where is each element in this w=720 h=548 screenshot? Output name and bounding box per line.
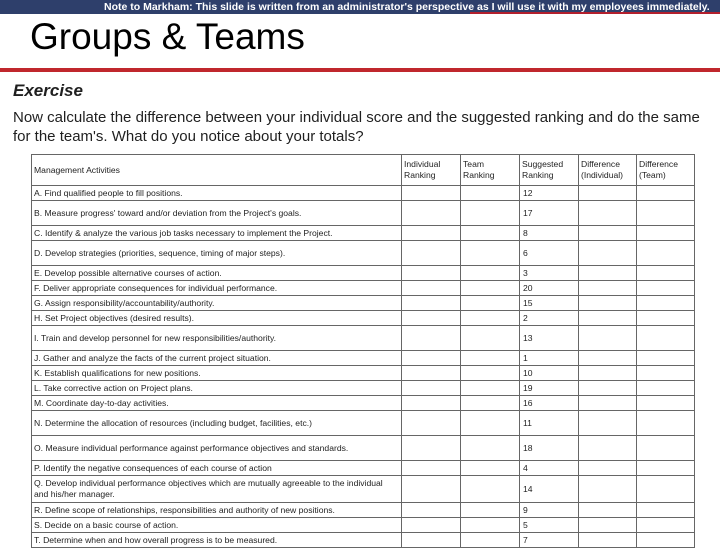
difference-individual-cell [579,186,637,201]
difference-individual-cell [579,326,637,351]
difference-team-cell [637,186,695,201]
individual-ranking-cell [402,186,461,201]
table-row [32,503,695,518]
individual-ranking-cell [402,366,461,381]
difference-team-cell [637,366,695,381]
difference-team-cell [637,396,695,411]
activity-cell: R. Define scope of relationships, responsibilities and authority of new positions. [32,503,402,518]
difference-individual-cell [579,476,637,503]
team-ranking-cell [461,281,520,296]
suggested-ranking-cell: 15 [520,296,579,311]
difference-individual-cell [579,266,637,281]
table-row [32,201,695,226]
difference-team-cell [637,351,695,366]
activity-cell: C. Identify & analyze the various job tasks necessary to implement the Project. [32,226,402,241]
team-ranking-cell [461,296,520,311]
table-row [32,461,695,476]
table-row [32,266,695,281]
suggested-ranking-cell: 2 [520,311,579,326]
team-ranking-cell [461,411,520,436]
suggested-ranking-cell: 9 [520,503,579,518]
difference-individual-cell [579,296,637,311]
individual-ranking-cell [402,226,461,241]
team-ranking-cell [461,266,520,281]
activity-cell: N. Determine the allocation of resources (including budget, facilities, etc.) [32,411,402,436]
individual-ranking-cell [402,201,461,226]
activity-cell: A. Find qualified people to fill positions. [32,186,402,201]
activity-cell: T. Determine when and how overall progress is to be measured. [32,533,402,548]
header-team-ranking: Team Ranking [461,155,520,186]
team-ranking-cell [461,201,520,226]
team-ranking-cell [461,241,520,266]
difference-individual-cell [579,201,637,226]
suggested-ranking-cell: 19 [520,381,579,396]
difference-individual-cell [579,396,637,411]
team-ranking-cell [461,476,520,503]
activity-cell: H. Set Project objectives (desired results). [32,311,402,326]
difference-individual-cell [579,518,637,533]
difference-team-cell [637,201,695,226]
team-ranking-cell [461,518,520,533]
presenter-note: Note to Markham: This slide is written from an administrator's perspective as I will use it with my employees immediately. [104,1,710,13]
activity-cell: Q. Develop individual performance objectives which are mutually agreeable to the individual and his/her manager. [32,476,402,503]
suggested-ranking-cell: 8 [520,226,579,241]
difference-team-cell [637,503,695,518]
individual-ranking-cell [402,503,461,518]
activity-cell: S. Decide on a basic course of action. [32,518,402,533]
difference-team-cell [637,518,695,533]
table-row [32,226,695,241]
individual-ranking-cell [402,296,461,311]
activity-cell: D. Develop strategies (priorities, sequence, timing of major steps). [32,241,402,266]
instructions-text: Now calculate the difference between your individual score and the suggested ranking and do the same for the team's. What do you notice about your totals? [13,109,700,145]
table-row [32,533,695,548]
suggested-ranking-cell: 18 [520,436,579,461]
difference-individual-cell [579,503,637,518]
suggested-ranking-cell: 7 [520,533,579,548]
accent-line [0,68,720,72]
difference-individual-cell [579,533,637,548]
table-row [32,326,695,351]
table-row [32,281,695,296]
difference-individual-cell [579,351,637,366]
difference-individual-cell [579,241,637,266]
table-row [32,311,695,326]
activity-cell: O. Measure individual performance against performance objectives and standards. [32,436,402,461]
activity-cell: L. Take corrective action on Project plans. [32,381,402,396]
difference-team-cell [637,411,695,436]
suggested-ranking-cell: 11 [520,411,579,436]
activity-cell: P. Identify the negative consequences of each course of action [32,461,402,476]
individual-ranking-cell [402,411,461,436]
team-ranking-cell [461,436,520,461]
table-row [32,351,695,366]
suggested-ranking-cell: 1 [520,351,579,366]
activity-cell: E. Develop possible alternative courses of action. [32,266,402,281]
table-row [32,411,695,436]
individual-ranking-cell [402,266,461,281]
individual-ranking-cell [402,461,461,476]
team-ranking-cell [461,351,520,366]
difference-individual-cell [579,381,637,396]
activity-cell: K. Establish qualifications for new positions. [32,366,402,381]
header-individual-ranking: Individual Ranking [402,155,461,186]
activity-cell: M. Coordinate day-to-day activities. [32,396,402,411]
suggested-ranking-cell: 5 [520,518,579,533]
difference-individual-cell [579,461,637,476]
difference-team-cell [637,226,695,241]
individual-ranking-cell [402,518,461,533]
table-row [32,396,695,411]
suggested-ranking-cell: 3 [520,266,579,281]
team-ranking-cell [461,366,520,381]
activity-cell: F. Deliver appropriate consequences for individual performance. [32,281,402,296]
header-difference-individual: Difference (Individual) [579,155,637,186]
suggested-ranking-cell: 13 [520,326,579,351]
table-row [32,381,695,396]
individual-ranking-cell [402,311,461,326]
difference-individual-cell [579,281,637,296]
team-ranking-cell [461,533,520,548]
header-suggested-ranking: Suggested Ranking [520,155,579,186]
individual-ranking-cell [402,326,461,351]
header-difference-team: Difference (Team) [637,155,695,186]
suggested-ranking-cell: 4 [520,461,579,476]
difference-team-cell [637,311,695,326]
difference-team-cell [637,476,695,503]
table-row [32,476,695,503]
suggested-ranking-cell: 14 [520,476,579,503]
suggested-ranking-cell: 10 [520,366,579,381]
page-title: Groups & Teams [30,16,305,57]
difference-team-cell [637,533,695,548]
table-row [32,241,695,266]
table-row [32,436,695,461]
difference-individual-cell [579,311,637,326]
difference-team-cell [637,241,695,266]
individual-ranking-cell [402,241,461,266]
team-ranking-cell [461,396,520,411]
suggested-ranking-cell: 6 [520,241,579,266]
difference-team-cell [637,266,695,281]
team-ranking-cell [461,326,520,351]
activities-table [31,154,695,548]
difference-individual-cell [579,411,637,436]
activity-cell: I. Train and develop personnel for new responsibilities/authority. [32,326,402,351]
individual-ranking-cell [402,281,461,296]
table-row [32,518,695,533]
difference-team-cell [637,461,695,476]
individual-ranking-cell [402,381,461,396]
table-row [32,366,695,381]
difference-individual-cell [579,366,637,381]
team-ranking-cell [461,226,520,241]
table-row [32,296,695,311]
difference-team-cell [637,296,695,311]
team-ranking-cell [461,503,520,518]
suggested-ranking-cell: 17 [520,201,579,226]
individual-ranking-cell [402,533,461,548]
team-ranking-cell [461,461,520,476]
difference-individual-cell [579,226,637,241]
table-header-row [32,155,695,186]
table-row [32,186,695,201]
suggested-ranking-cell: 16 [520,396,579,411]
header-activities: Management Activities [32,155,402,186]
team-ranking-cell [461,381,520,396]
individual-ranking-cell [402,476,461,503]
activity-cell: B. Measure progress' toward and/or deviation from the Project's goals. [32,201,402,226]
difference-team-cell [637,436,695,461]
team-ranking-cell [461,186,520,201]
activity-cell: J. Gather and analyze the facts of the current project situation. [32,351,402,366]
activity-cell: G. Assign responsibility/accountability/authority. [32,296,402,311]
difference-team-cell [637,326,695,351]
section-heading: Exercise [13,81,83,100]
individual-ranking-cell [402,351,461,366]
difference-team-cell [637,381,695,396]
suggested-ranking-cell: 12 [520,186,579,201]
individual-ranking-cell [402,436,461,461]
difference-individual-cell [579,436,637,461]
suggested-ranking-cell: 20 [520,281,579,296]
difference-team-cell [637,281,695,296]
individual-ranking-cell [402,396,461,411]
team-ranking-cell [461,311,520,326]
